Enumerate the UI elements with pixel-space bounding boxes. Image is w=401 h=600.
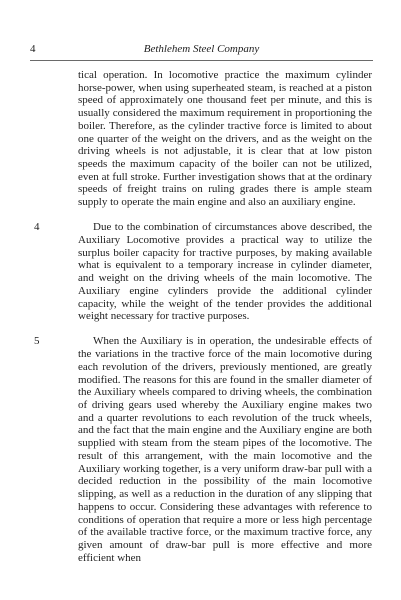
header-rule xyxy=(30,60,373,61)
page-number: 4 xyxy=(30,43,36,55)
paragraph-5 xyxy=(34,335,372,564)
paragraph-4 xyxy=(34,221,372,323)
paragraph-text: When the Auxiliary is in operation, the undesirable effects of the variations in the tractive force of the main locomotive during each revolution of the drivers, previously mentioned, are greatly modified. The reasons for this are found in the smaller diameter of the Auxiliary wheels compared to driving wheels, the combination of driving gears used whereby the Auxiliary engine makes two and a quarter revolutions to each revolution of the truck wheels, and the fact that the main engine and the Auxiliary engine are both supplied with steam from the steam pipes of the locomotive. The result of this arrangement, with the main locomotive and the Auxiliary working together, is a very uniform draw-bar pull with a decided reduction in the possibility of the main locomotive slipping, as well as a reduction in the duration of any slipping that happens to occur. Considering these advantages with reference to conditions of operation that require a more or less high percentage of the available tractive force, or the maximum tractive force, any given amount of draw-bar pull is more effective and more efficient when xyxy=(78,335,372,564)
paragraph-number: 4 xyxy=(34,221,40,234)
body-text xyxy=(34,69,372,564)
paragraph-text: tical operation. In locomotive practice the maximum cylinder horse-power, when using superheated steam, is reached at a piston speed of approximately one thousand feet per minute, and this is usually considered the maximum requirement in proportioning the boiler. Therefore, as the cylinder tractive force is limited to about one quarter of the weight on the drivers, and as the weight on the driving wheels is not adjustable, it is clear that at low piston speeds the maximum capacity of the boiler can not be utilized, even at full stroke. Further investigation shows that at the ordinary speeds of freight trains on ruling grades there is ample steam supply to operate the main engine and also an auxiliary engine. xyxy=(78,69,372,209)
paragraph-continued xyxy=(78,69,372,209)
paragraph-text: Due to the combination of circumstances above described, the Auxiliary Locomotive provides a practical way to utilize the surplus boiler capacity for tractive purposes, by making available what is equivalent to a temporary increase in cylinder diameter, and weight on the driving wheels of the main locomotive. The Auxiliary engine cylinders provide the additional cylinder capacity, while the weight of the tender provides the additional weight necessary for tractive purposes. xyxy=(78,221,372,323)
paragraph-number: 5 xyxy=(34,335,40,348)
page-header xyxy=(30,42,373,56)
running-title: Bethlehem Steel Company xyxy=(143,43,260,55)
